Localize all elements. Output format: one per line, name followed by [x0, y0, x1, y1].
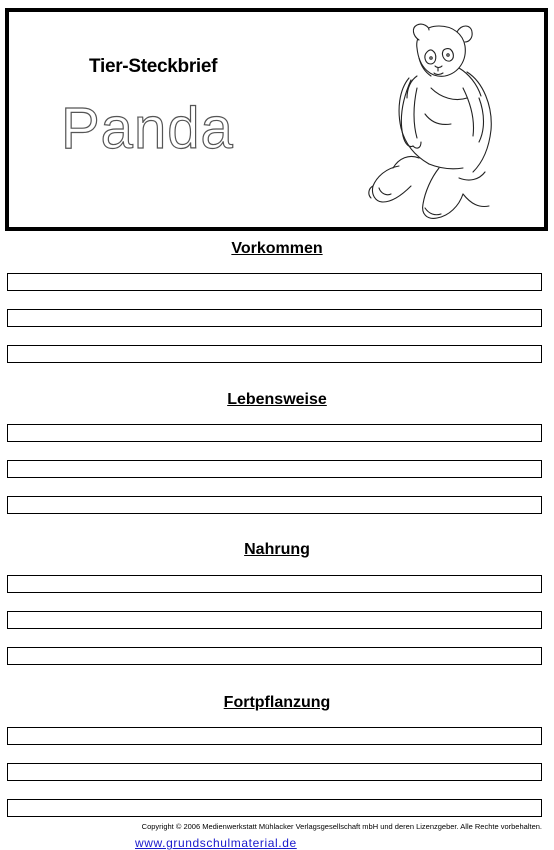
answer-line[interactable] [7, 273, 542, 291]
answer-line[interactable] [7, 309, 542, 327]
copyright-notice: Copyright © 2006 Medienwerkstatt Mühlacker Verlagsgesellschaft mbH und deren Lizenzgeber. Alle Rechte vorbehalten. [141, 822, 542, 831]
animal-title: Panda [61, 96, 234, 161]
header-box [5, 8, 548, 231]
section-heading-nahrung: Nahrung [244, 541, 310, 558]
answer-line[interactable] [7, 575, 542, 593]
section-heading-fortpflanzung: Fortpflanzung [223, 694, 331, 711]
website-link[interactable]: www.grundschulmaterial.de [135, 836, 297, 850]
answer-line[interactable] [7, 460, 542, 478]
section-heading-lebensweise: Lebensweise [227, 391, 327, 408]
answer-line[interactable] [7, 763, 542, 781]
answer-line[interactable] [7, 647, 542, 665]
worksheet-subtitle: Tier-Steckbrief [89, 56, 218, 77]
answer-line[interactable] [7, 345, 542, 363]
answer-line[interactable] [7, 727, 542, 745]
section-heading-vorkommen: Vorkommen [231, 240, 323, 257]
answer-line[interactable] [7, 799, 542, 817]
panda-illustration [359, 18, 509, 223]
answer-line[interactable] [7, 424, 542, 442]
answer-line[interactable] [7, 496, 542, 514]
answer-line[interactable] [7, 611, 542, 629]
